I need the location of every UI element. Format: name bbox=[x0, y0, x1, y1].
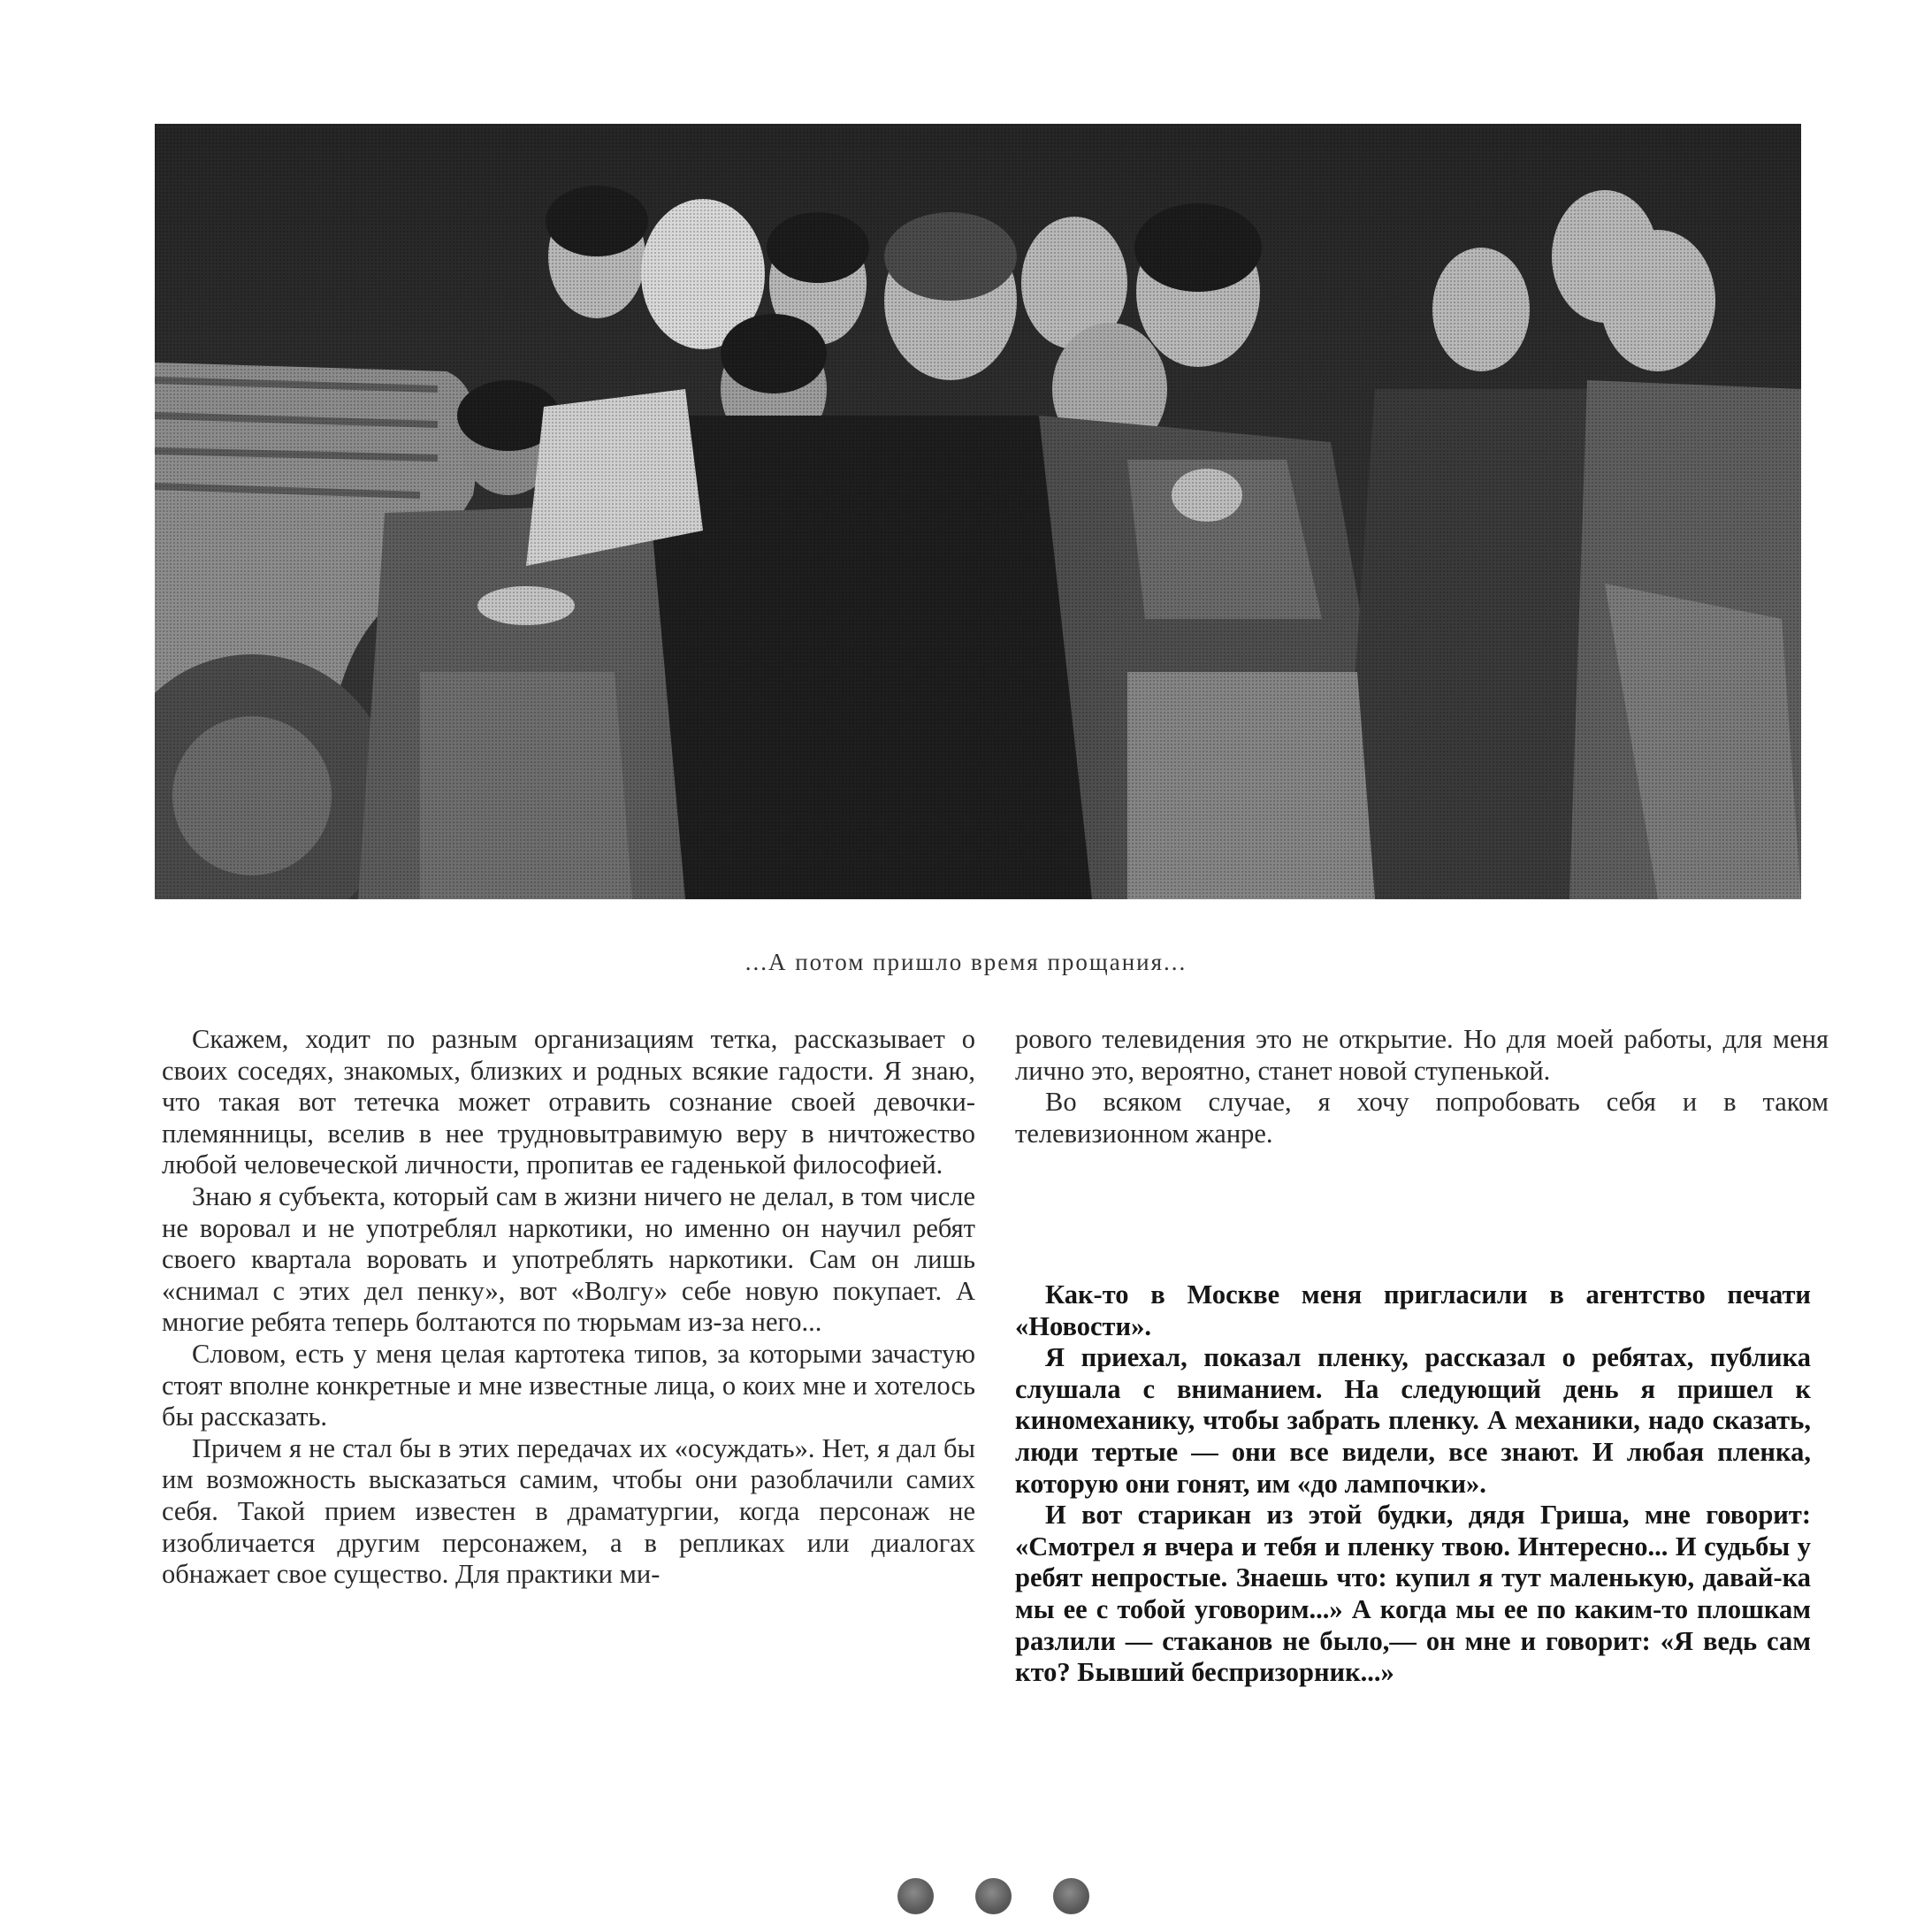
paragraph: Причем я не стал бы в этих передачах их «осуждать». Нет, я дал бы им возможность высказаться самим, чтобы они разоблачили самих себя. Такой прием известен в драматургии, когда персонаж не изобличается другим персонажем, а в репликах или диалогах обнажает свое существо. Для практики ми- bbox=[162, 1432, 975, 1590]
paragraph-continuation: рового телевидения это не открытие. Но для моей работы, для меня лично это, вероятно, станет новой ступенькой. bbox=[1015, 1024, 1829, 1086]
paragraph: Во всяком случае, я хочу попробовать себя и в таком телевизионном жанре. bbox=[1015, 1087, 1829, 1149]
paragraph: Словом, есть у меня целая картотека типов, за которыми зачастую стоят вполне конкретные и мне известные лица, о коих мне и хотелось бы рассказать. bbox=[162, 1338, 975, 1432]
paragraph: Я приехал, показал пленку, рассказал о ребятах, публика слушала с вниманием. На следующий день я пришел к киномеханику, чтобы забрать пленку. А механики, надо сказать, люди тертые — они все видели, все знают. И любая пленка, которую они гонят, им «до лампочки». bbox=[1015, 1342, 1811, 1499]
paragraph: Скажем, ходит по разным организациям тетка, рассказывает о своих соседях, знакомых, близких и родных всякие гадости. Я знаю, что такая вот тетечка может отравить сознание своей девочки-племянницы, вселив в нее трудновытравимую веру в ничтожество любой человеческой личности, пропитав ее гаденькой философией. bbox=[162, 1024, 975, 1180]
group-farewell-photo bbox=[155, 124, 1801, 899]
photo-illustration bbox=[155, 124, 1801, 899]
divider-dot-icon bbox=[897, 1878, 934, 1914]
section-divider bbox=[897, 1878, 1089, 1914]
bold-anecdote-section bbox=[1015, 1279, 1811, 1689]
paragraph: Знаю я субъекта, который сам в жизни ничего не делал, в том числе не воровал и не употреблял наркотики, но именно он научил ребят своего квартала воровать и употреблять наркотики. Сам он лишь «снимал с этих дел пенку», вот «Волгу» себе новую покупает. А многие ребята теперь болтаются по тюрьмам из-за него... bbox=[162, 1180, 975, 1338]
right-column bbox=[1015, 1024, 1829, 1149]
divider-dot-icon bbox=[1053, 1878, 1089, 1914]
left-column bbox=[162, 1024, 975, 1591]
photo-caption: ...А потом пришло время прощания... bbox=[745, 949, 1187, 975]
paragraph: И вот старикан из этой будки, дядя Гриша, мне говорит: «Смотрел я вчера и тебя и пленку твою. Интересно... И судьбы у ребят непростые. Знаешь что: купил я тут маленькую, давай-ка мы ее с тобой уговорим...» А когда мы ее по каким-то плошкам разлили — стаканов не было,— он мне и говорит: «Я ведь сам кто? Бывший беспризорник...» bbox=[1015, 1500, 1811, 1688]
paragraph: Как-то в Москве меня пригласили в агентство печати «Новости». bbox=[1015, 1279, 1811, 1341]
divider-dot-icon bbox=[975, 1878, 1012, 1914]
